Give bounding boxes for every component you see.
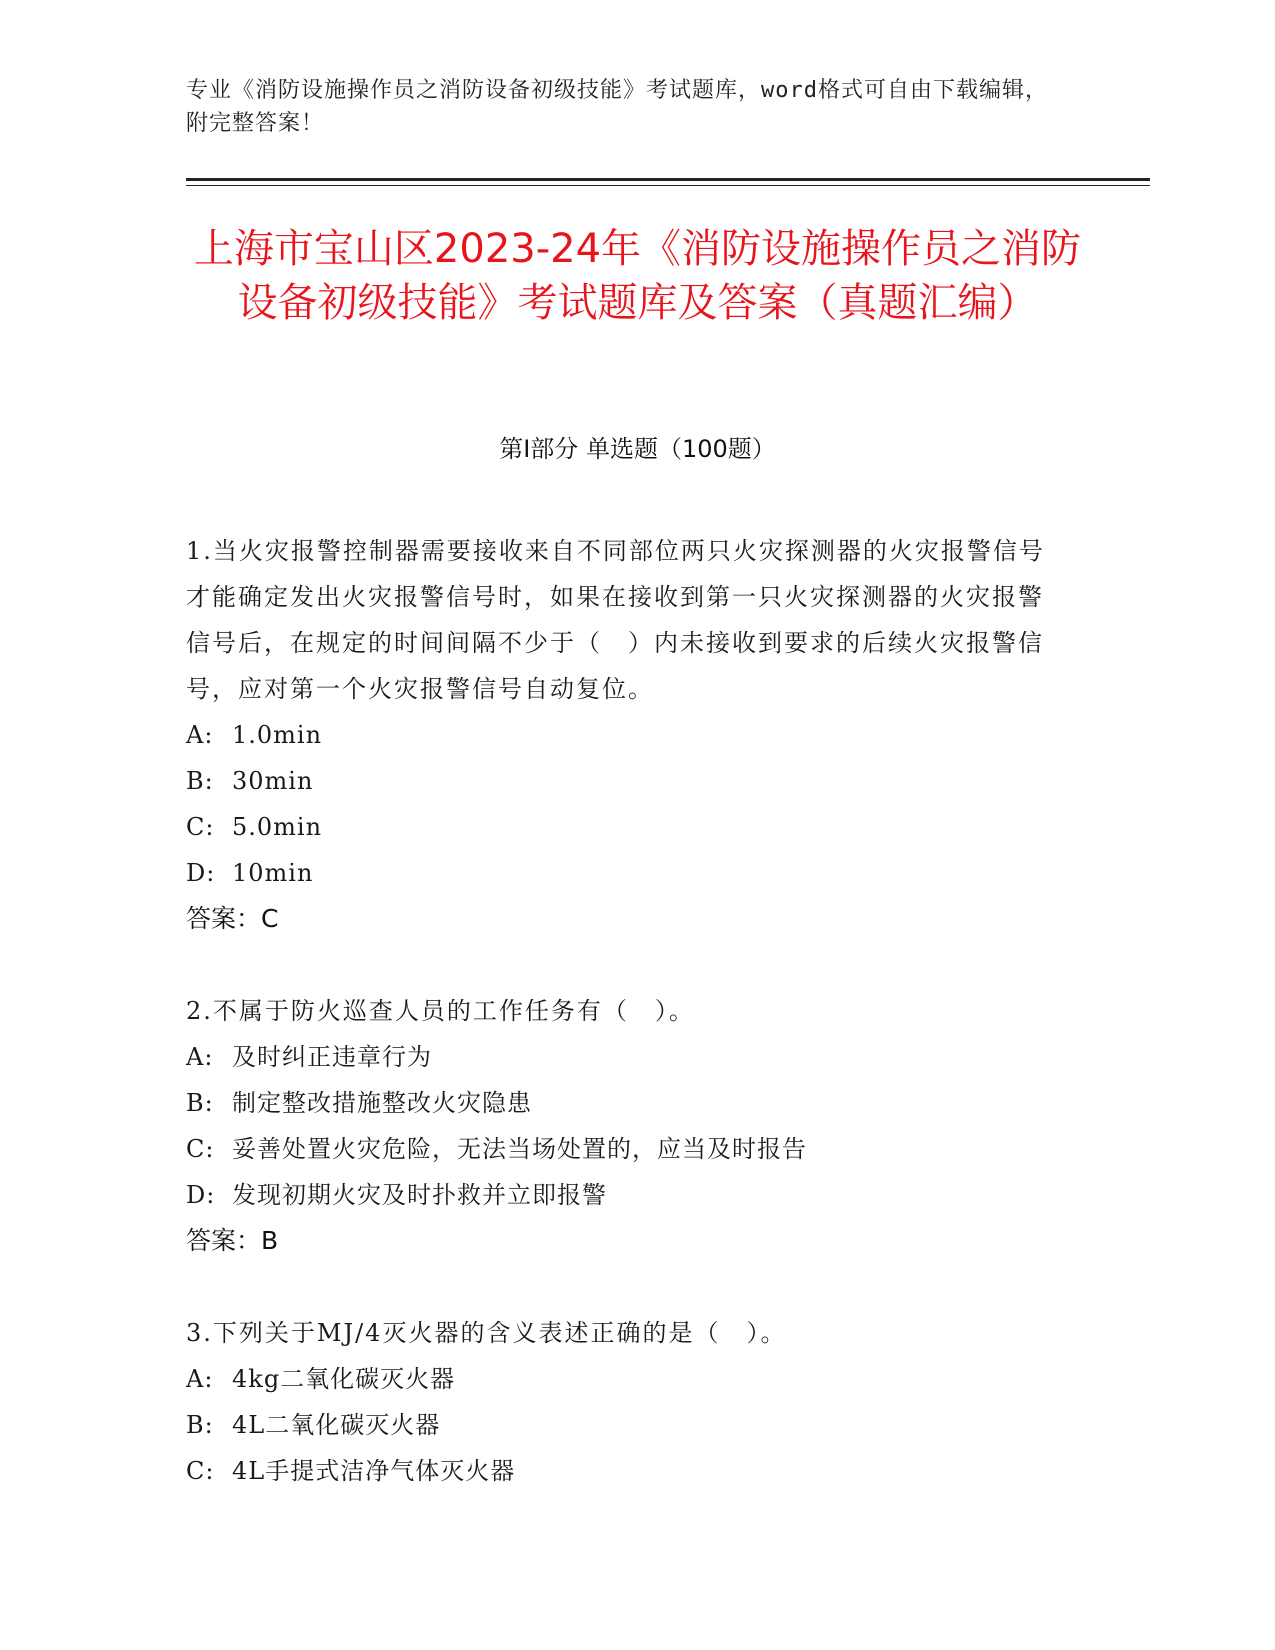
option-c (186, 804, 1066, 850)
question-1 (186, 528, 1066, 942)
option-b (186, 1402, 1066, 1448)
option-text: 30min (232, 767, 314, 795)
option-text: 制定整改措施整改火灾隐患 (232, 1089, 532, 1117)
option-b (186, 758, 1066, 804)
option-letter: C: (186, 1135, 215, 1163)
option-letter: A: (186, 721, 214, 749)
option-text: 发现初期火灾及时扑救并立即报警 (232, 1181, 607, 1209)
header-note: 专业《消防设施操作员之消防设备初级技能》考试题库，word格式可自由下载编辑，附完整答案！ (186, 78, 1048, 136)
option-c (186, 1126, 1066, 1172)
option-letter: C: (186, 813, 215, 841)
option-letter: A: (186, 1365, 214, 1393)
option-letter: D: (186, 1181, 216, 1209)
option-letter: D: (186, 859, 216, 887)
option-a (186, 1034, 1066, 1080)
option-b (186, 1080, 1066, 1126)
option-letter: B: (186, 767, 214, 795)
option-text: 4L二氧化碳灭火器 (232, 1411, 441, 1439)
option-c (186, 1448, 1066, 1494)
option-text: 5.0min (232, 813, 323, 841)
document-title: 上海市宝山区2023-24年《消防设施操作员之消防设备初级技能》考试题库及答案（真题汇编） (193, 226, 1082, 326)
question-3 (186, 1310, 1066, 1494)
question-stem: 1.当火灾报警控制器需要接收来自不同部位两只火灾探测器的火灾报警信号才能确定发出火灾报警信号时，如果在接收到第一只火灾探测器的火灾报警信号后，在规定的时间间隔不少于（ ）内未接收到要求的后续火灾报警信号，应对第一个火灾报警信号自动复位。 (186, 537, 1045, 703)
option-letter: B: (186, 1089, 214, 1117)
question-stem: 2.不属于防火巡查人员的工作任务有（ ）。 (186, 997, 695, 1025)
question-list (186, 528, 1066, 1540)
option-letter: A: (186, 1043, 214, 1071)
option-text: 1.0min (232, 721, 323, 749)
option-letter: B: (186, 1411, 214, 1439)
answer-line: 答案：B (186, 1226, 279, 1255)
section-heading: 第I部分 单选题（100题） (499, 435, 776, 463)
option-text: 4kg二氧化碳灭火器 (232, 1365, 456, 1393)
option-text: 妥善处置火灾危险，无法当场处置的，应当及时报告 (232, 1135, 807, 1163)
answer-line: 答案：C (186, 904, 279, 933)
header-rule-thick (186, 178, 1150, 181)
option-d (186, 1172, 1066, 1218)
question-2 (186, 988, 1066, 1264)
option-text: 及时纠正违章行为 (232, 1043, 432, 1071)
option-a (186, 1356, 1066, 1402)
option-text: 10min (232, 859, 314, 887)
option-a (186, 712, 1066, 758)
option-text: 4L手提式洁净气体灭火器 (232, 1457, 516, 1485)
header-rule-thin (186, 185, 1150, 186)
question-stem: 3.下列关于MJ/4灭火器的含义表述正确的是（ ）。 (186, 1319, 787, 1347)
option-letter: C: (186, 1457, 215, 1485)
option-d (186, 850, 1066, 896)
